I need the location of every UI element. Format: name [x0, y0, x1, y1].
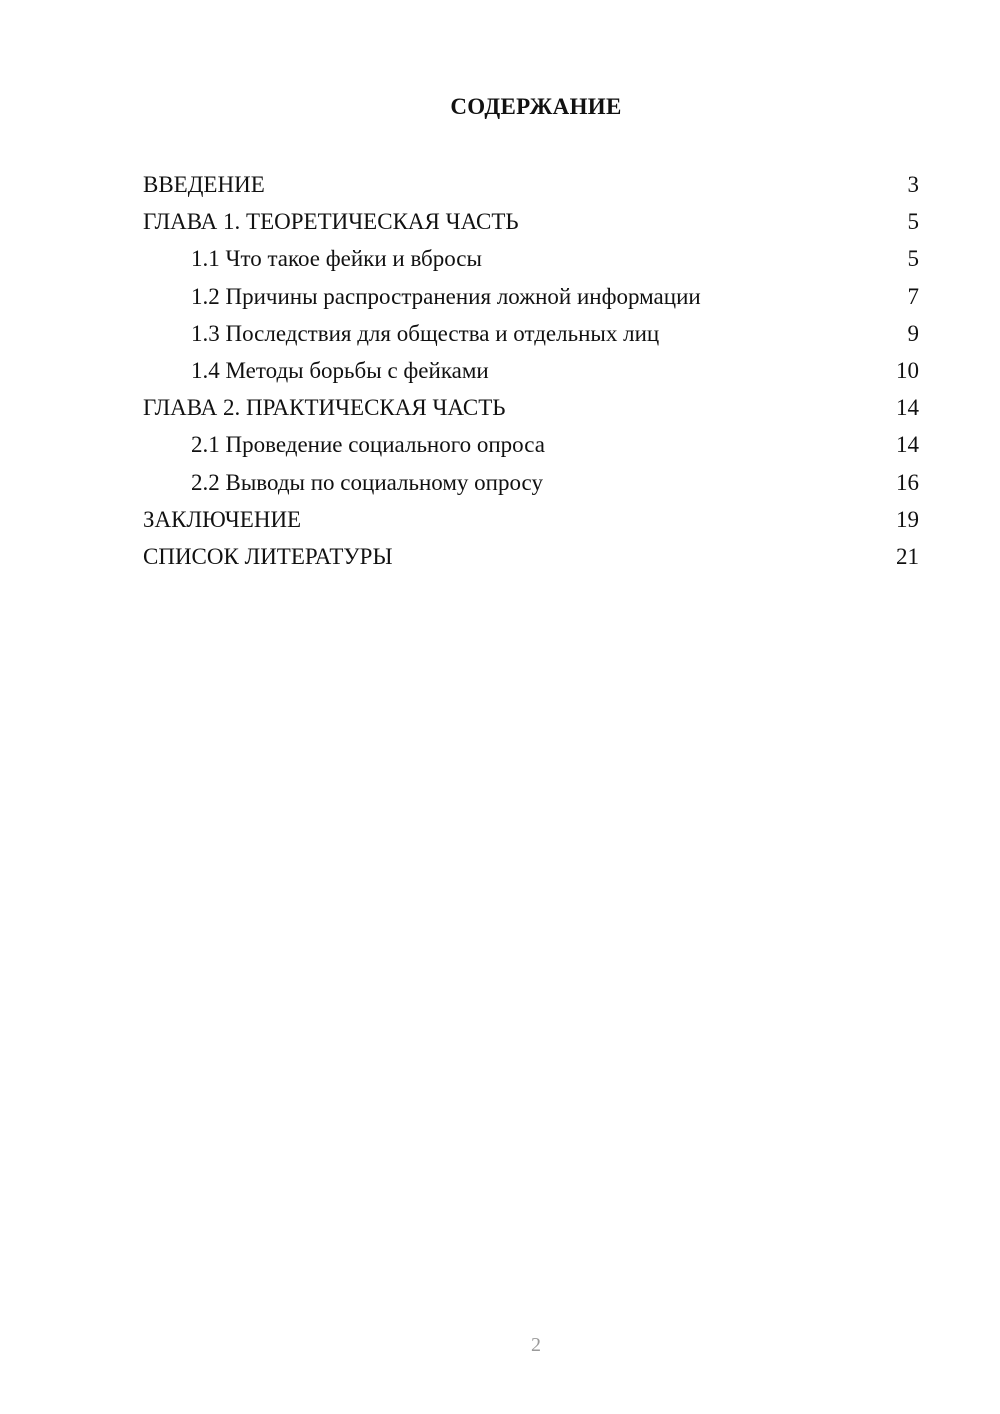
toc-entry-page: 16: [896, 469, 919, 495]
toc-entry-label: 1.3 Последствия для общества и отдельных лиц: [191, 320, 660, 346]
toc-entry-label: СПИСОК ЛИТЕРАТУРЫ: [143, 543, 393, 569]
toc-entry-label: 1.4 Методы борьбы с фейками: [191, 357, 489, 383]
toc-entry-section-2-1[interactable]: [143, 426, 919, 463]
toc-entry-conclusion[interactable]: [143, 501, 919, 538]
toc-entry-label: 1.1 Что такое фейки и вбросы: [191, 246, 482, 272]
toc-entry-label: 1.2 Причины распространения ложной информации: [191, 283, 701, 309]
toc-entry-page: 5: [907, 246, 919, 272]
toc-entry-page: 7: [907, 283, 919, 309]
toc-entry-page: 14: [896, 395, 919, 421]
toc-entry-references[interactable]: [143, 538, 919, 575]
toc-entry-section-1-4[interactable]: [143, 352, 919, 389]
toc-entry-chapter-2[interactable]: [143, 389, 919, 426]
page-number: 2: [531, 1334, 541, 1356]
table-of-contents: [143, 166, 919, 575]
toc-entry-section-1-2[interactable]: [143, 278, 919, 315]
toc-entry-page: 14: [896, 432, 919, 458]
toc-entry-page: 9: [907, 320, 919, 346]
toc-entry-page: 19: [896, 506, 919, 532]
toc-entry-chapter-1[interactable]: [143, 203, 919, 240]
toc-entry-page: 3: [907, 172, 919, 197]
toc-entry-label: 2.2 Выводы по социальному опросу: [191, 469, 543, 495]
toc-entry-label: ГЛАВА 2. ПРАКТИЧЕСКАЯ ЧАСТЬ: [143, 395, 506, 421]
toc-title: СОДЕРЖАНИЕ: [450, 94, 622, 119]
toc-entry-label: ЗАКЛЮЧЕНИЕ: [143, 506, 302, 532]
toc-entry-introduction[interactable]: [143, 166, 919, 203]
toc-entry-page: 5: [907, 209, 919, 235]
toc-entry-page: 21: [896, 543, 919, 569]
toc-entry-section-1-3[interactable]: [143, 315, 919, 352]
toc-entry-label: ВВЕДЕНИЕ: [143, 172, 265, 197]
toc-entry-label: 2.1 Проведение социального опроса: [191, 432, 545, 458]
toc-entry-section-1-1[interactable]: [143, 240, 919, 277]
toc-entry-label: ГЛАВА 1. ТЕОРЕТИЧЕСКАЯ ЧАСТЬ: [143, 209, 519, 235]
toc-entry-section-2-2[interactable]: [143, 464, 919, 501]
toc-entry-page: 10: [896, 357, 919, 383]
